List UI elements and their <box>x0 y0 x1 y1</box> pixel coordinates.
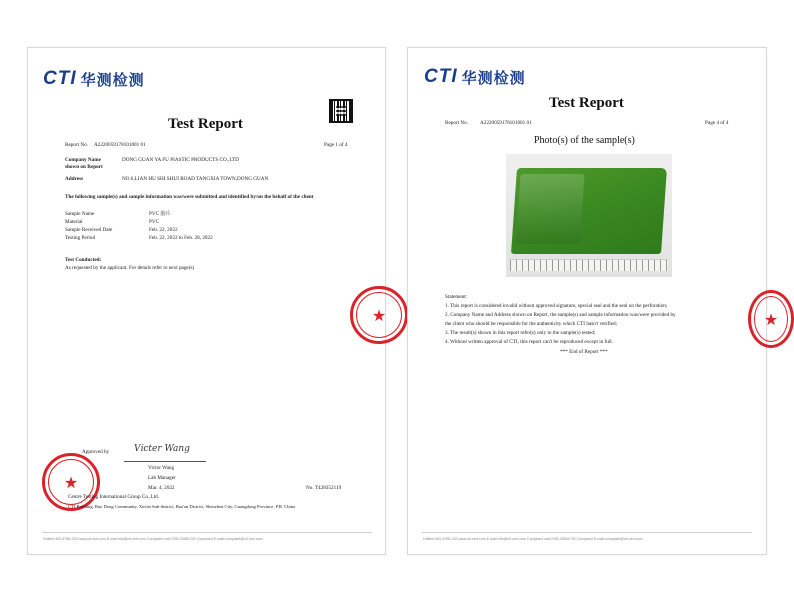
cti-logo <box>424 66 526 88</box>
page-footer: Hotline:400-6788-333 www.cti-cert.com E-mail:info@cti-cert.com Complaint call:0755-33681700 Complaint E-mail:complaint@cti-cert.com <box>423 537 643 541</box>
company-address: CTI Building, Bao Dong Community, Xin'an Sub-district, Bao'an District, Shenzhen City, Guangdong Province, P.R. China <box>68 504 296 509</box>
report-page-4 <box>407 47 779 555</box>
report-title: Test Report <box>168 116 243 132</box>
sample-photo <box>506 154 672 277</box>
field-label: Sample Received Date <box>65 227 113 233</box>
statement-item: 1. This report is considered invalid without approved signature, special seal and the seal on the perforation; <box>445 303 668 309</box>
seal-stamp: ★ <box>350 286 408 344</box>
seal-stamp: ★ <box>748 290 794 348</box>
statement-item: 4. Without written approval of CTI, this report can't be reproduced except in full. <box>445 339 614 345</box>
field-value: Feb. 22, 2022 <box>149 227 178 233</box>
report-no: A2220059178101001 01 <box>480 120 532 126</box>
logo-chinese: 华测检测 <box>80 70 145 89</box>
company-label: Company Name shown on Report <box>65 157 103 170</box>
qr-code-icon <box>329 99 353 123</box>
address-value: NO.6,LIAN HU SHI SHUI ROAD TANGXIA TOWN,DONG GUAN <box>122 176 269 182</box>
report-no-label: Report No. <box>65 142 89 148</box>
signer-name: Victor Wang <box>148 465 175 471</box>
ruler <box>510 259 668 271</box>
page-info: Page 1 of 4 <box>324 142 348 148</box>
green-pvc-sheet <box>511 168 667 254</box>
field-label: Material <box>65 219 83 225</box>
report-date: Mar. 4, 2022 <box>148 485 175 491</box>
test-conducted-value: As requested by the applicant. For details refer to next page(s) <box>65 265 195 271</box>
signer-title: Lab Manager <box>148 475 176 481</box>
doc-number: No. T428352119 <box>306 485 342 491</box>
address-label: Address <box>65 176 84 182</box>
photo-heading: Photo(s) of the sample(s) <box>534 135 635 146</box>
report-title: Test Report <box>549 95 624 111</box>
logo-text: CTI <box>43 68 77 89</box>
report-page-1 <box>27 47 386 555</box>
field-value: Feb. 22, 2022 to Feb. 28, 2022 <box>149 235 213 241</box>
company-line: Centre Testing International Group Co.,Ltd. <box>68 494 160 500</box>
report-no: A2220059178101001 01 <box>94 142 146 148</box>
page-info: Page 4 of 4 <box>705 120 729 126</box>
test-conducted-label: Test Conducted: <box>65 257 102 263</box>
field-label: Sample Name <box>65 211 95 217</box>
field-value: PVC 胶片 <box>149 211 171 217</box>
statement-item: the client who should be responsible for the authenticity which CTI hasn't verified; <box>445 321 618 327</box>
company-value: DONG GUAN YA FU PIASTIC PRODUCTS CO.,LTD <box>122 157 239 163</box>
field-value: PVC <box>149 219 160 225</box>
logo-chinese: 华测检测 <box>461 68 526 87</box>
field-label: Testing Period <box>65 235 96 241</box>
statement-item: 3. The result(s) shown in this report refer(s) only to the sample(s) tested; <box>445 330 596 336</box>
statement-label: Statement: <box>445 294 468 300</box>
approved-by-label: Approved by <box>82 449 110 455</box>
end-of-report: *** End of Report *** <box>560 349 608 355</box>
page-footer: Hotline:400-6788-333 www.cti-cert.com E-mail:info@cti-cert.com Complaint call:0755-33681700 Complaint E-mail:complaint@cti-cert.com <box>43 537 263 541</box>
logo-text: CTI <box>424 66 458 87</box>
company-seal: ★ <box>42 453 100 511</box>
cti-logo <box>43 68 145 90</box>
signature: Vi̇cter Wang <box>134 444 190 454</box>
sample-intro: The following sample(s) and sample information was/were submitted and identified by/on the behalf of the client <box>65 194 314 200</box>
report-no-label: Report No. <box>445 120 469 126</box>
statement-item: 2. Company Name and Address shown on Report, the sample(s) and sample information was/were provided by <box>445 312 676 318</box>
